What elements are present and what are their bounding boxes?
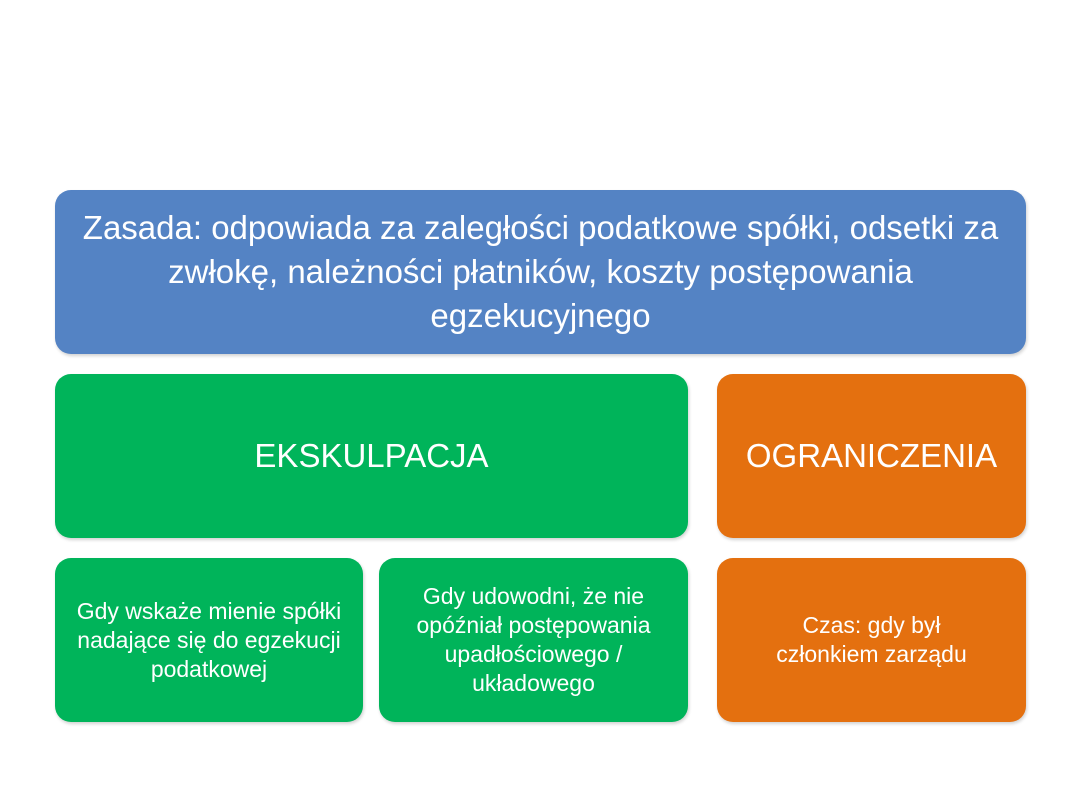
limitations-header-box [717, 374, 1026, 538]
exculpation-item-box [379, 558, 688, 722]
exculpation-header-box [55, 374, 688, 538]
exculpation-item-text: Gdy udowodni, że nie opóźniał postępowania upadłościowego / układowego [416, 583, 651, 696]
limitations-item-box [717, 558, 1026, 722]
limitations-title: OGRANICZENIA [745, 437, 998, 474]
exculpation-item-box [55, 558, 363, 722]
principle-text: Zasada: odpowiada za zaległości podatkowe spółki, odsetki za zwłokę, należności płatników, koszty postępowania egzekucyjnego [82, 209, 999, 334]
exculpation-title: EKSKULPACJA [254, 437, 489, 474]
exculpation-item-text: Gdy wskaże mienie spółki nadające się do egzekucji podatkowej [76, 597, 342, 682]
principle-box [55, 190, 1026, 354]
limitations-item-text: Czas: gdy był członkiem zarządu [776, 612, 967, 667]
